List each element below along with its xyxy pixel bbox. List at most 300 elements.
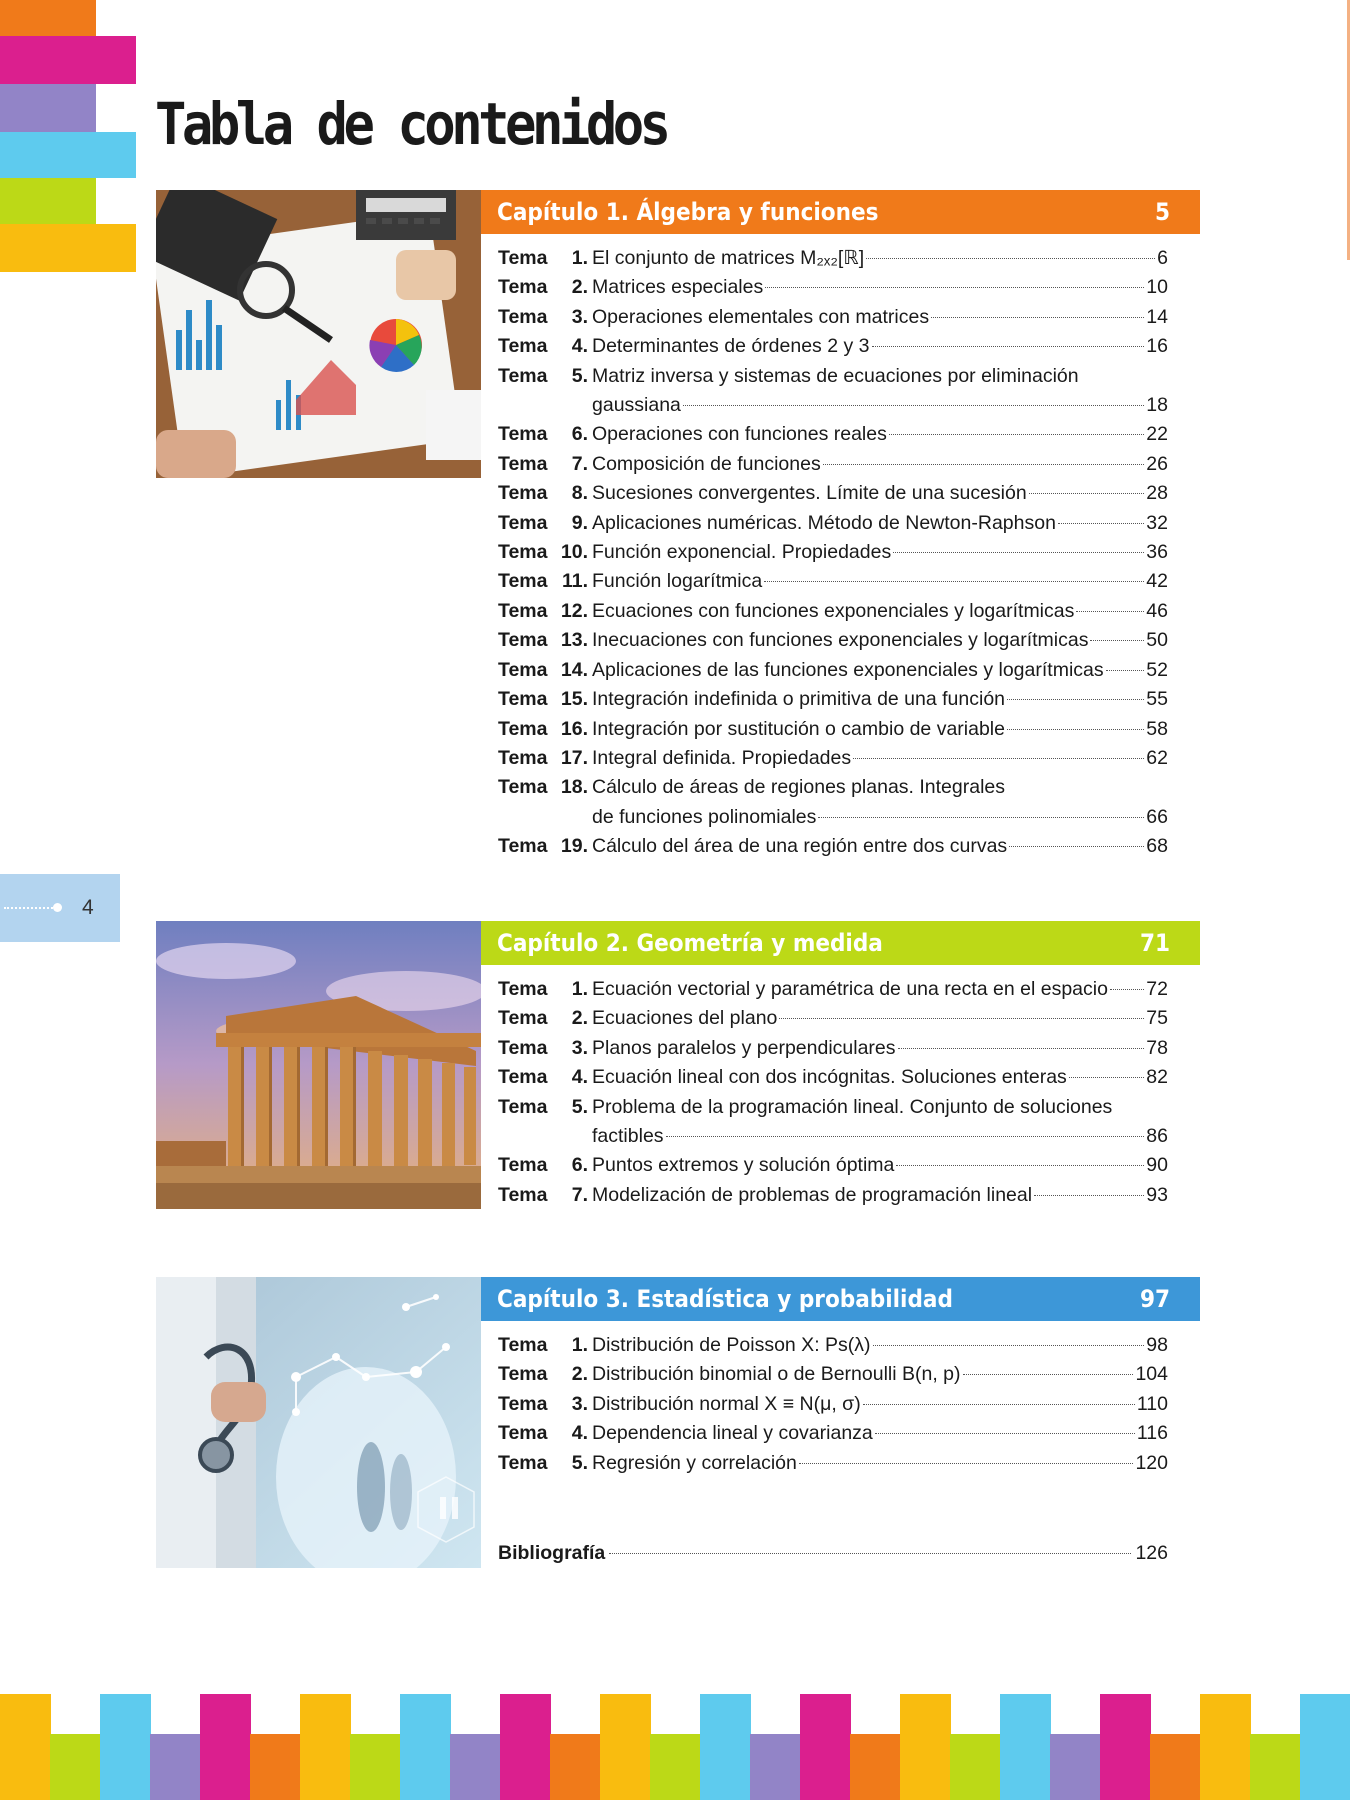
topic-page: 116 [1136, 1422, 1168, 1445]
bottom-stripe-segment [500, 1694, 551, 1800]
topic-page: 32 [1146, 511, 1168, 534]
topic-label: Tema [498, 776, 548, 799]
topic-label: Tema [498, 835, 548, 858]
topic-page: 62 [1146, 746, 1168, 769]
topic-title-line [592, 1360, 1168, 1389]
topic-page: 50 [1146, 629, 1168, 652]
topic-title: Operaciones con funciones reales [592, 423, 887, 446]
topic-number: 17. [560, 746, 588, 769]
topic-label: Tema [498, 1363, 548, 1386]
topic-number: 1. [571, 978, 588, 1000]
topic-title: Modelización de problemas de programación lineal [592, 1183, 1033, 1206]
bottom-stripe-segment [450, 1734, 501, 1800]
topic-number: 5. [571, 1451, 588, 1474]
bottom-stripe-segment [1050, 1734, 1101, 1800]
topic-title: Regresión y correlación [592, 1451, 797, 1474]
topic-body [592, 626, 1168, 655]
topic-title-line [592, 567, 1168, 596]
dot-leader [963, 1374, 1134, 1375]
topic-body [592, 1151, 1168, 1180]
topic-title: Matrices especiales [592, 276, 764, 299]
topic-label: Tema [498, 978, 548, 1000]
page-title: Tabla de contenidos [155, 90, 667, 158]
topic-label: Tema [498, 717, 548, 740]
bibliography-entry [498, 1542, 1168, 1565]
bottom-stripe-segment [250, 1734, 301, 1800]
topic-label: Tema [498, 247, 548, 269]
topic-row [498, 332, 1168, 361]
topic-body [592, 1034, 1168, 1063]
topic-page: 90 [1146, 1154, 1168, 1177]
topic-number: 18. [560, 776, 588, 799]
bottom-stripe-segment [550, 1734, 601, 1800]
bottom-stripe-segment [1250, 1734, 1301, 1800]
topic-title-line [592, 362, 1168, 391]
topic-body [592, 420, 1168, 449]
topic-row [498, 450, 1168, 479]
topic-body [592, 1419, 1168, 1448]
topic-number: 15. [560, 688, 588, 711]
topic-page: 58 [1146, 717, 1168, 740]
dot-leader [1090, 640, 1144, 641]
bottom-stripe-segment [800, 1694, 851, 1800]
topic-label: Tema [498, 276, 548, 299]
topic-body [592, 538, 1168, 567]
topic-title: Sucesiones convergentes. Límite de una sucesión [592, 482, 1027, 505]
topic-page: 46 [1146, 599, 1168, 622]
topic-title: Función exponencial. Propiedades [592, 541, 892, 564]
topic-title: Distribución de Poisson X: Ps(λ) [592, 1334, 871, 1356]
chapter-2-topics [498, 975, 1168, 1210]
bottom-stripe-segment [150, 1734, 201, 1800]
topic-body [592, 479, 1168, 508]
topic-body [592, 744, 1168, 773]
topic-title: Aplicaciones numéricas. Método de Newton-Raphson [592, 511, 1056, 534]
dot-leader [893, 552, 1144, 553]
topic-row [498, 479, 1168, 508]
topic-title: Inecuaciones con funciones exponenciales y logarítmicas [592, 629, 1089, 652]
topic-number: 3. [571, 1036, 588, 1059]
bibliography-label: Bibliografía [498, 1542, 606, 1564]
dot-leader [1007, 699, 1144, 700]
topic-label: Tema [498, 1451, 548, 1474]
topic-body [592, 332, 1168, 361]
topic-title-continued: factibles [592, 1125, 664, 1148]
topic-title: Integral definida. Propiedades [592, 746, 852, 769]
bibliography-page: 126 [1135, 1542, 1168, 1564]
topic-title: Aplicaciones de las funciones exponenciales y logarítmicas [592, 658, 1104, 681]
bottom-color-stripe [0, 1694, 1350, 1800]
topic-label: Tema [498, 629, 548, 652]
topic-page: 66 [1146, 805, 1168, 828]
dot-leader [1058, 523, 1144, 524]
topic-page: 22 [1146, 423, 1168, 446]
topic-body [592, 656, 1168, 685]
chapter-3-title: Capítulo 3. Estadística y probabilidad [497, 1285, 953, 1313]
topic-page: 36 [1146, 541, 1168, 564]
topic-title-line [592, 391, 1168, 420]
dot-leader [779, 1018, 1144, 1019]
dot-leader [898, 1048, 1145, 1049]
dot-leader [818, 817, 1144, 818]
topic-title-line [592, 1122, 1168, 1151]
topic-number: 8. [571, 482, 588, 505]
topic-number: 4. [571, 335, 588, 358]
topic-title-line [592, 744, 1168, 773]
topic-page: 14 [1146, 305, 1168, 328]
topic-title: Ecuación vectorial y paramétrica de una recta en el espacio [592, 978, 1108, 1000]
dot-leader [873, 1345, 1145, 1346]
bottom-stripe-segment [350, 1734, 401, 1800]
topic-page: 110 [1136, 1392, 1168, 1415]
topic-row [498, 273, 1168, 302]
topic-title-line [592, 538, 1168, 567]
topic-body [592, 975, 1168, 1004]
topic-title-line [592, 1093, 1168, 1122]
topic-body [592, 244, 1168, 273]
topic-number: 14. [560, 658, 588, 681]
topic-number: 16. [560, 717, 588, 740]
topic-row [498, 1151, 1168, 1180]
topic-row [498, 1004, 1168, 1033]
topic-page: 86 [1146, 1125, 1168, 1148]
topic-body [592, 1390, 1168, 1419]
chapter-3-image [156, 1277, 481, 1568]
topic-body [592, 303, 1168, 332]
topic-title: Ecuaciones con funciones exponenciales y logarítmicas [592, 599, 1075, 622]
topic-body [592, 273, 1168, 302]
dot-leader [1034, 1195, 1144, 1196]
topic-title: Puntos extremos y solución óptima [592, 1154, 895, 1177]
topic-page: 78 [1146, 1036, 1168, 1059]
topic-title-line [592, 273, 1168, 302]
topic-page: 16 [1146, 335, 1168, 358]
topic-row [498, 773, 1168, 832]
topic-title-line [592, 450, 1168, 479]
chapter-3-topics [498, 1331, 1168, 1478]
dot-leader [765, 287, 1144, 288]
chapter-3-page: 97 [1139, 1285, 1170, 1313]
bottom-stripe-segment [1200, 1694, 1251, 1800]
dot-leader [1029, 493, 1145, 494]
topic-title-line [592, 1181, 1168, 1210]
topic-label: Tema [498, 541, 548, 564]
topic-body [592, 715, 1168, 744]
dot-leader [889, 434, 1144, 435]
topic-row [498, 626, 1168, 655]
topic-number: 5. [571, 1095, 588, 1118]
topic-title-line [592, 685, 1168, 714]
topic-number: 3. [571, 1392, 588, 1415]
topic-title-line [592, 303, 1168, 332]
topic-title-line [592, 975, 1168, 1004]
deco-bar-orange [0, 0, 96, 36]
topic-title-continued: de funciones polinomiales [592, 805, 817, 828]
topic-title-line [592, 832, 1168, 861]
topic-row [498, 1093, 1168, 1152]
bottom-stripe-segment [700, 1694, 751, 1800]
topic-title: Dependencia lineal y covarianza [592, 1422, 873, 1445]
topic-number: 7. [571, 1183, 588, 1206]
topic-title-line [592, 509, 1168, 538]
dot-leader [875, 1433, 1135, 1434]
topic-title: Ecuaciones del plano [592, 1007, 778, 1030]
topic-title: Cálculo de áreas de regiones planas. Integrales [592, 776, 1006, 799]
topic-page: 72 [1146, 978, 1168, 1000]
topic-title-line [592, 1419, 1168, 1448]
deco-bar-purple [0, 84, 96, 132]
topic-title: Composición de funciones [592, 452, 821, 475]
topic-number: 1. [571, 247, 588, 269]
topic-label: Tema [498, 570, 548, 593]
bottom-stripe-segment [100, 1694, 151, 1800]
topic-body [592, 362, 1168, 421]
dot-leader [1069, 1077, 1144, 1078]
topic-number: 6. [571, 1154, 588, 1177]
topic-title: Operaciones elementales con matrices [592, 305, 930, 328]
topic-body [592, 1360, 1168, 1389]
greek-temple-photo [156, 921, 481, 1209]
bottom-stripe-segment [650, 1734, 701, 1800]
chapter-1-title: Capítulo 1. Álgebra y funciones [497, 198, 879, 226]
dot-leader [1110, 989, 1144, 990]
topic-page: 10 [1146, 276, 1168, 299]
topic-label: Tema [498, 1154, 548, 1177]
topic-page: 93 [1146, 1183, 1168, 1206]
topic-page: 42 [1146, 570, 1168, 593]
topic-title-line [592, 1004, 1168, 1033]
topic-row [498, 509, 1168, 538]
bottom-stripe-segment [950, 1734, 1001, 1800]
topic-number: 10. [560, 541, 588, 564]
dot-leader [1009, 846, 1144, 847]
chapter-2-page: 71 [1139, 929, 1170, 957]
dot-leader [1076, 611, 1144, 612]
topic-number: 5. [571, 364, 588, 387]
chapter-3-header [481, 1277, 1200, 1321]
topic-number: 9. [571, 511, 588, 534]
deco-bar-cyan [0, 132, 136, 178]
topic-title-line [592, 1390, 1168, 1419]
topic-title-line [592, 1034, 1168, 1063]
dot-leader [931, 317, 1144, 318]
topic-page: 55 [1146, 688, 1168, 711]
topic-body [592, 1449, 1168, 1478]
topic-number: 11. [561, 570, 588, 593]
topic-row [498, 303, 1168, 332]
topic-row [498, 420, 1168, 449]
topic-title-line [592, 626, 1168, 655]
bottom-stripe-segment [900, 1694, 951, 1800]
chapter-1-page: 5 [1154, 198, 1170, 226]
topic-row [498, 715, 1168, 744]
topic-label: Tema [498, 305, 548, 328]
topic-label: Tema [498, 452, 548, 475]
topic-title: Integración por sustitución o cambio de variable [592, 717, 1005, 740]
topic-body [592, 1063, 1168, 1092]
bottom-stripe-segment [750, 1734, 801, 1800]
topic-page: 104 [1135, 1363, 1168, 1386]
topic-label: Tema [498, 658, 548, 681]
topic-page: 120 [1135, 1451, 1168, 1474]
dot-leader [683, 405, 1144, 406]
topic-title-line [592, 1331, 1168, 1360]
topic-title: Ecuación lineal con dos incógnitas. Soluciones enteras [592, 1066, 1067, 1089]
chapter-1-image [156, 190, 481, 478]
topic-body [592, 450, 1168, 479]
topic-title: Problema de la programación lineal. Conjunto de soluciones [592, 1095, 1113, 1118]
bottom-stripe-segment [600, 1694, 651, 1800]
topic-label: Tema [498, 511, 548, 534]
topic-page: 75 [1146, 1007, 1168, 1030]
topic-label: Tema [498, 423, 548, 446]
topic-title: Determinantes de órdenes 2 y 3 [592, 335, 870, 358]
topic-body [592, 567, 1168, 596]
topic-row [498, 832, 1168, 861]
topic-row [498, 1181, 1168, 1210]
topic-row [498, 1063, 1168, 1092]
topic-number: 19. [560, 835, 588, 858]
topic-title: Cálculo del área de una región entre dos curvas [592, 835, 1008, 858]
topic-row [498, 685, 1168, 714]
topic-page: 68 [1146, 835, 1168, 858]
topic-number: 1. [571, 1334, 588, 1356]
chapter-1-topics [498, 244, 1168, 862]
topic-row [498, 1449, 1168, 1478]
dot-leader [872, 346, 1145, 347]
topic-title-line [592, 715, 1168, 744]
bottom-stripe-segment [1000, 1694, 1051, 1800]
topic-title-line [592, 803, 1168, 832]
topic-row [498, 362, 1168, 421]
topic-label: Tema [498, 1392, 548, 1415]
dot-leader [666, 1136, 1145, 1137]
topic-page: 6 [1157, 247, 1168, 269]
topic-label: Tema [498, 1007, 548, 1030]
topic-row [498, 1419, 1168, 1448]
dot-leader [863, 1404, 1135, 1405]
topic-label: Tema [498, 364, 548, 387]
topic-label: Tema [498, 746, 548, 769]
topic-row [498, 1331, 1168, 1360]
topic-number: 2. [571, 1007, 588, 1030]
page-number-tab [0, 874, 120, 942]
dot-leader [1007, 729, 1144, 730]
topic-label: Tema [498, 1183, 548, 1206]
topic-row [498, 1360, 1168, 1389]
chapter-2-header [481, 921, 1200, 965]
topic-title-line [592, 1063, 1168, 1092]
topic-row [498, 1390, 1168, 1419]
topic-body [592, 1093, 1168, 1152]
dot-leader [1106, 670, 1145, 671]
dot-leader [853, 758, 1144, 759]
topic-title-line [592, 332, 1168, 361]
bottom-stripe-segment [850, 1734, 901, 1800]
topic-label: Tema [498, 1066, 548, 1089]
topic-title: El conjunto de matrices M₂ₓ₂[ℝ] [592, 247, 865, 269]
topic-page: 82 [1146, 1066, 1168, 1089]
topic-label: Tema [498, 688, 548, 711]
bottom-stripe-segment [1300, 1694, 1350, 1800]
chapter-2-title: Capítulo 2. Geometría y medida [497, 929, 883, 957]
topic-row [498, 744, 1168, 773]
bottom-stripe-segment [1150, 1734, 1201, 1800]
topic-title-line [592, 1151, 1168, 1180]
dot-leader [866, 258, 1155, 259]
dot-leader [799, 1463, 1134, 1464]
topic-row [498, 244, 1168, 273]
topic-title: Planos paralelos y perpendiculares [592, 1036, 896, 1059]
topic-title: Distribución normal X ≡ N(μ, σ) [592, 1392, 861, 1415]
topic-number: 4. [571, 1066, 588, 1089]
topic-body [592, 1331, 1168, 1360]
topic-page: 26 [1146, 452, 1168, 475]
topic-title-line [592, 1449, 1168, 1478]
topic-title: Integración indefinida o primitiva de una función [592, 688, 1006, 711]
topic-body [592, 1004, 1168, 1033]
dot-leader [764, 581, 1144, 582]
deco-bar-magenta [0, 36, 136, 84]
topic-body [592, 509, 1168, 538]
topic-number: 12. [560, 599, 588, 622]
topic-number: 7. [571, 452, 588, 475]
topic-title-continued: gaussiana [592, 394, 681, 417]
topic-body [592, 832, 1168, 861]
topic-body [592, 1181, 1168, 1210]
topic-row [498, 656, 1168, 685]
topic-number: 4. [571, 1422, 588, 1445]
topic-title: Matriz inversa y sistemas de ecuaciones por eliminación [592, 364, 1079, 387]
topic-body [592, 685, 1168, 714]
topic-page: 28 [1146, 482, 1168, 505]
bottom-stripe-segment [0, 1694, 51, 1800]
topic-title-line [592, 773, 1168, 802]
topic-label: Tema [498, 1422, 548, 1445]
chapter-1-header [481, 190, 1200, 234]
bottom-stripe-segment [300, 1694, 351, 1800]
page-tab-dotted-line [4, 907, 56, 909]
chapter-2-image [156, 921, 481, 1209]
topic-body [592, 773, 1168, 832]
topic-title: Función logarítmica [592, 570, 763, 593]
doctor-stethoscope-photo [156, 1277, 481, 1568]
deco-bar-lime [0, 178, 96, 224]
topic-number: 6. [571, 423, 588, 446]
topic-page: 52 [1146, 658, 1168, 681]
deco-bar-yellow [0, 224, 136, 272]
topic-label: Tema [498, 599, 548, 622]
topic-row [498, 597, 1168, 626]
topic-number: 3. [571, 305, 588, 328]
topic-number: 2. [571, 1363, 588, 1386]
topic-row [498, 1034, 1168, 1063]
topic-body [592, 597, 1168, 626]
topic-title-line [592, 656, 1168, 685]
page-number: 4 [82, 896, 94, 919]
dot-leader [896, 1165, 1144, 1166]
topic-row [498, 567, 1168, 596]
topic-title: Distribución binomial o de Bernoulli B(n, p) [592, 1363, 961, 1386]
dot-leader [823, 464, 1145, 465]
topic-number: 2. [571, 276, 588, 299]
topic-row [498, 975, 1168, 1004]
topic-label: Tema [498, 335, 548, 358]
topic-title-line [592, 420, 1168, 449]
topic-page: 98 [1146, 1334, 1168, 1356]
topic-title-line [592, 479, 1168, 508]
topic-label: Tema [498, 1334, 548, 1356]
